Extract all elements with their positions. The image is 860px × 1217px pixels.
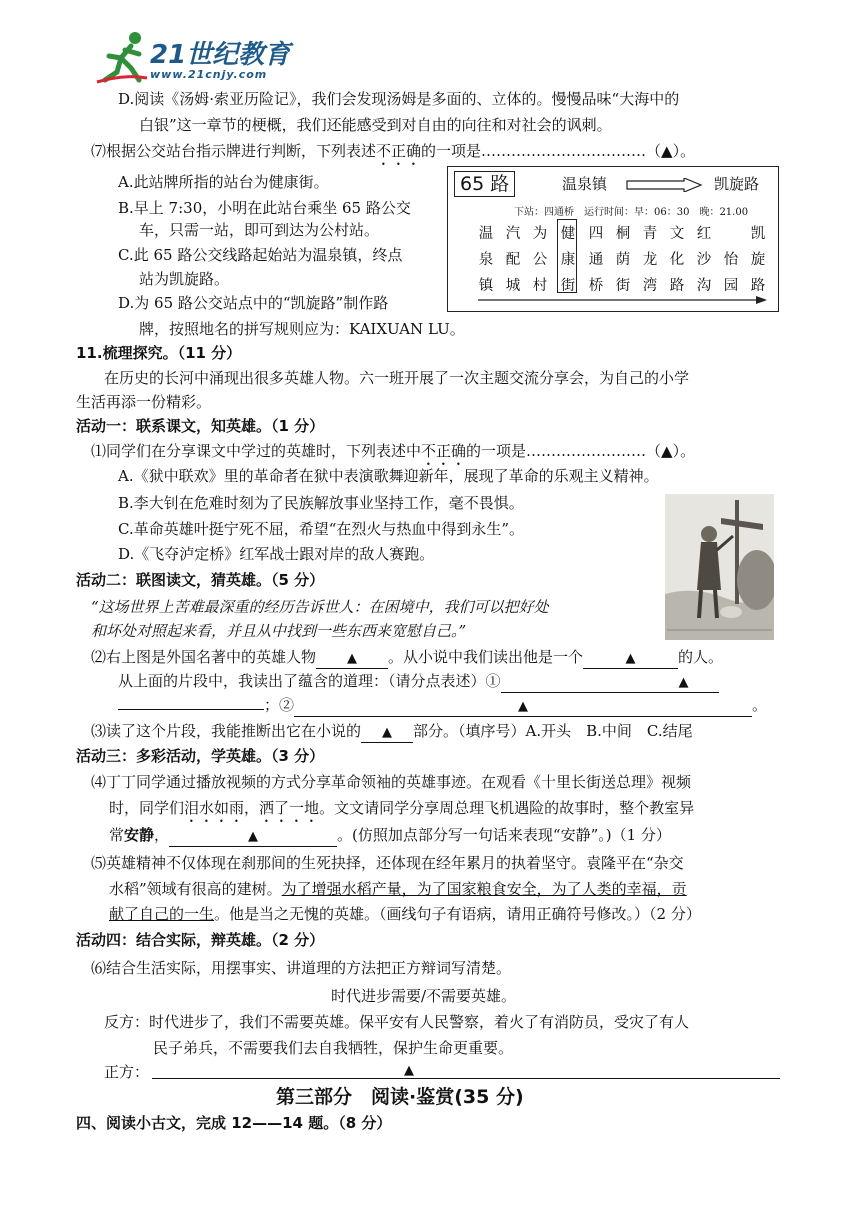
novel-hero-illustration bbox=[665, 494, 774, 640]
q11-1-option-c: C.革命英雄叶挺宁死不屈，希望“在烈火与热血中得到永生”。 bbox=[118, 520, 525, 538]
route-direction-arrow-icon bbox=[478, 295, 768, 305]
part3-title: 第三部分 阅读·鉴赏(35 分) bbox=[276, 1086, 524, 1108]
q11-2-line1: ⑵右上图是外国名著中的英雄人物 ▲ 。从小说中我们读出他是一个 ▲ 的人。 bbox=[91, 647, 723, 669]
q11-5-line3: 献了自己的一生。他是当之无愧的英雄。（画线句子有语病，请用正确符号修改。）（2 分） bbox=[109, 905, 701, 923]
q7-option-d-line2: 牌，按照地名的拼写规则应为：KAIXUAN LU。 bbox=[139, 320, 465, 338]
bus-route-number: 65 路 bbox=[454, 171, 515, 197]
negative-argument-line2: 民子弟兵，不需要我们去自我牺牲，保护生命更重要。 bbox=[153, 1039, 514, 1057]
quote-line2: 和坏处对照起来看，并且从中找到一些东西来宽慰自己。” bbox=[91, 622, 467, 640]
negative-argument-line1: 反方：时代进步了，我们不需要英雄。保平安有人民警察，着火了有消防员，受灾了有人 bbox=[104, 1013, 690, 1031]
bus-stop: 四 通 桥 bbox=[588, 226, 604, 294]
bus-stop: 文 化 路 bbox=[669, 226, 685, 294]
bus-stop: 桐 荫 街 bbox=[615, 226, 631, 294]
q7-stem: ⑺根据公交站台指示牌进行判断，下列表述不正确的一项是……………………………（▲）。 bbox=[91, 142, 696, 160]
bus-route-terminus: 凯旋路 bbox=[714, 175, 760, 193]
direction-arrow-icon bbox=[626, 178, 702, 192]
q11-5-line2: 水稻”领域有很高的建树。为了增强水稻产量，为了国家粮食安全，为了人类的幸福，贡 bbox=[109, 880, 687, 898]
answer-line bbox=[152, 1078, 780, 1079]
bus-stop: 汽 配 城 bbox=[505, 226, 521, 294]
q7-option-b-line2: 车，只需一站，即可到达为公村站。 bbox=[139, 221, 380, 239]
q7-option-c-line2: 站为凯旋路。 bbox=[139, 270, 230, 288]
q11-2-line2: 从上面的片段中，我读出了蕴含的道理：（请分点表述）① ▲ bbox=[118, 671, 719, 693]
answer-blank-marker: ▲ bbox=[404, 1063, 414, 1078]
q11-5-line1: ⑸英雄精神不仅体现在刹那间的生死抉择，还体现在经年累月的执着坚守。袁隆平在“杂交 bbox=[91, 854, 684, 872]
activity-3-heading: 活动三：多彩活动，学英雄。（3 分） bbox=[76, 747, 325, 765]
quote-line1: “这场世界上苦难最深重的经历告诉世人：在困境中，我们可以把好处 bbox=[91, 598, 549, 616]
runner-icon bbox=[95, 28, 149, 86]
q11-4-line2: 时，同学们泪水如雨，洒了一地。文文请同学分享周总理飞机遇险的故事时，整个教室异 bbox=[109, 799, 695, 817]
q11-title: 11.梳理探究。（11 分） bbox=[76, 344, 242, 362]
logo bbox=[95, 28, 295, 88]
bus-stop: 凯 旋 路 bbox=[750, 226, 766, 294]
q10-option-d-line1: D.阅读《汤姆·索亚历险记》，我们会发现汤姆是多面的、立体的。慢慢品味“大海中的 bbox=[118, 90, 680, 108]
q11-intro-line1: 在历史的长河中涌现出很多英雄人物。六一班开展了一次主题交流分享会，为自己的小学 bbox=[104, 369, 690, 387]
current-stop-frame bbox=[557, 219, 577, 293]
positive-argument-label: 正方： bbox=[104, 1063, 150, 1081]
logo-brand: 21世纪教育 bbox=[150, 40, 291, 70]
section4-heading: 四、阅读小古文，完成 12——14 题。（8 分） bbox=[76, 1114, 392, 1132]
bus-stop: 怡 园 bbox=[723, 252, 739, 294]
q11-intro-line2: 生活再添一份精彩。 bbox=[76, 393, 212, 411]
q7-option-b-line1: B.早上 7:30，小明在此站台乘坐 65 路公交 bbox=[118, 199, 411, 217]
debate-topic: 时代进步需要/不需要英雄。 bbox=[331, 987, 517, 1005]
q11-4-line3: 常安静， ▲ 。(仿照加点部分写一句话来表现“安静”。)（1 分） bbox=[109, 825, 671, 847]
bus-stop-sign bbox=[447, 166, 779, 312]
q7-option-a: A.此站牌所指的站台为健康街。 bbox=[118, 173, 329, 191]
q11-1-option-a: A.《狱中联欢》里的革命者在狱中表演歌舞迎新年，展现了革命的乐观主义精神。 bbox=[118, 467, 659, 485]
logo-url: www.21cnjy.com bbox=[150, 68, 268, 81]
q7-option-c-line1: C.此 65 路公交线路起始站为温泉镇，终点 bbox=[118, 246, 403, 264]
bus-route-origin: 温泉镇 bbox=[562, 175, 608, 193]
activity-2-heading: 活动二：联图读文，猜英雄。（5 分） bbox=[76, 571, 325, 589]
bus-stop: 为 公 村 bbox=[532, 226, 548, 294]
q11-4-line1: ⑷丁丁同学通过播放视频的方式分享革命领袖的英雄事迹。在观看《十里长街送总理》视频 bbox=[91, 773, 692, 791]
q11-2-line3: ；② ▲ 。 bbox=[118, 695, 767, 717]
bus-stop: 红 沙 沟 bbox=[696, 226, 712, 294]
bus-stop: 温 泉 镇 bbox=[478, 226, 494, 294]
q11-1-stem: ⑴同学们在分享课文中学过的英雄时，下列表述中不正确的一项是……………………（▲）。 bbox=[91, 442, 696, 460]
bus-schedule-info: 下站：四通桥 运行时间：早：06：30 晚：21.00 bbox=[514, 207, 749, 218]
q10-option-d-line2: 白银”这一章节的梗概，我们还能感受到对自由的向往和对社会的讽刺。 bbox=[139, 116, 612, 134]
activity-1-heading: 活动一：联系课文，知英雄。（1 分） bbox=[76, 417, 325, 435]
bus-stop: 青 龙 湾 bbox=[642, 226, 658, 294]
activity-4-heading: 活动四：结合实际，辩英雄。（2 分） bbox=[76, 931, 325, 949]
q11-1-option-b: B.李大钊在危难时刻为了民族解放事业坚持工作，毫不畏惧。 bbox=[118, 494, 524, 512]
bus-stop-current: 健 康 街 bbox=[560, 226, 576, 294]
q11-1-option-d: D.《飞夺泸定桥》红军战士跟对岸的敌人赛跑。 bbox=[118, 545, 435, 563]
q11-3: ⑶读了这个片段，我能推断出它在小说的 ▲ 部分。（填序号）A.开头 B.中间 C.结尾 bbox=[91, 721, 693, 743]
q11-6-stem: ⑹结合生活实际，用摆事实、讲道理的方法把正方辩词写清楚。 bbox=[91, 959, 512, 977]
q7-option-d-line1: D.为 65 路公交站点中的“凯旋路”制作路 bbox=[118, 294, 389, 312]
